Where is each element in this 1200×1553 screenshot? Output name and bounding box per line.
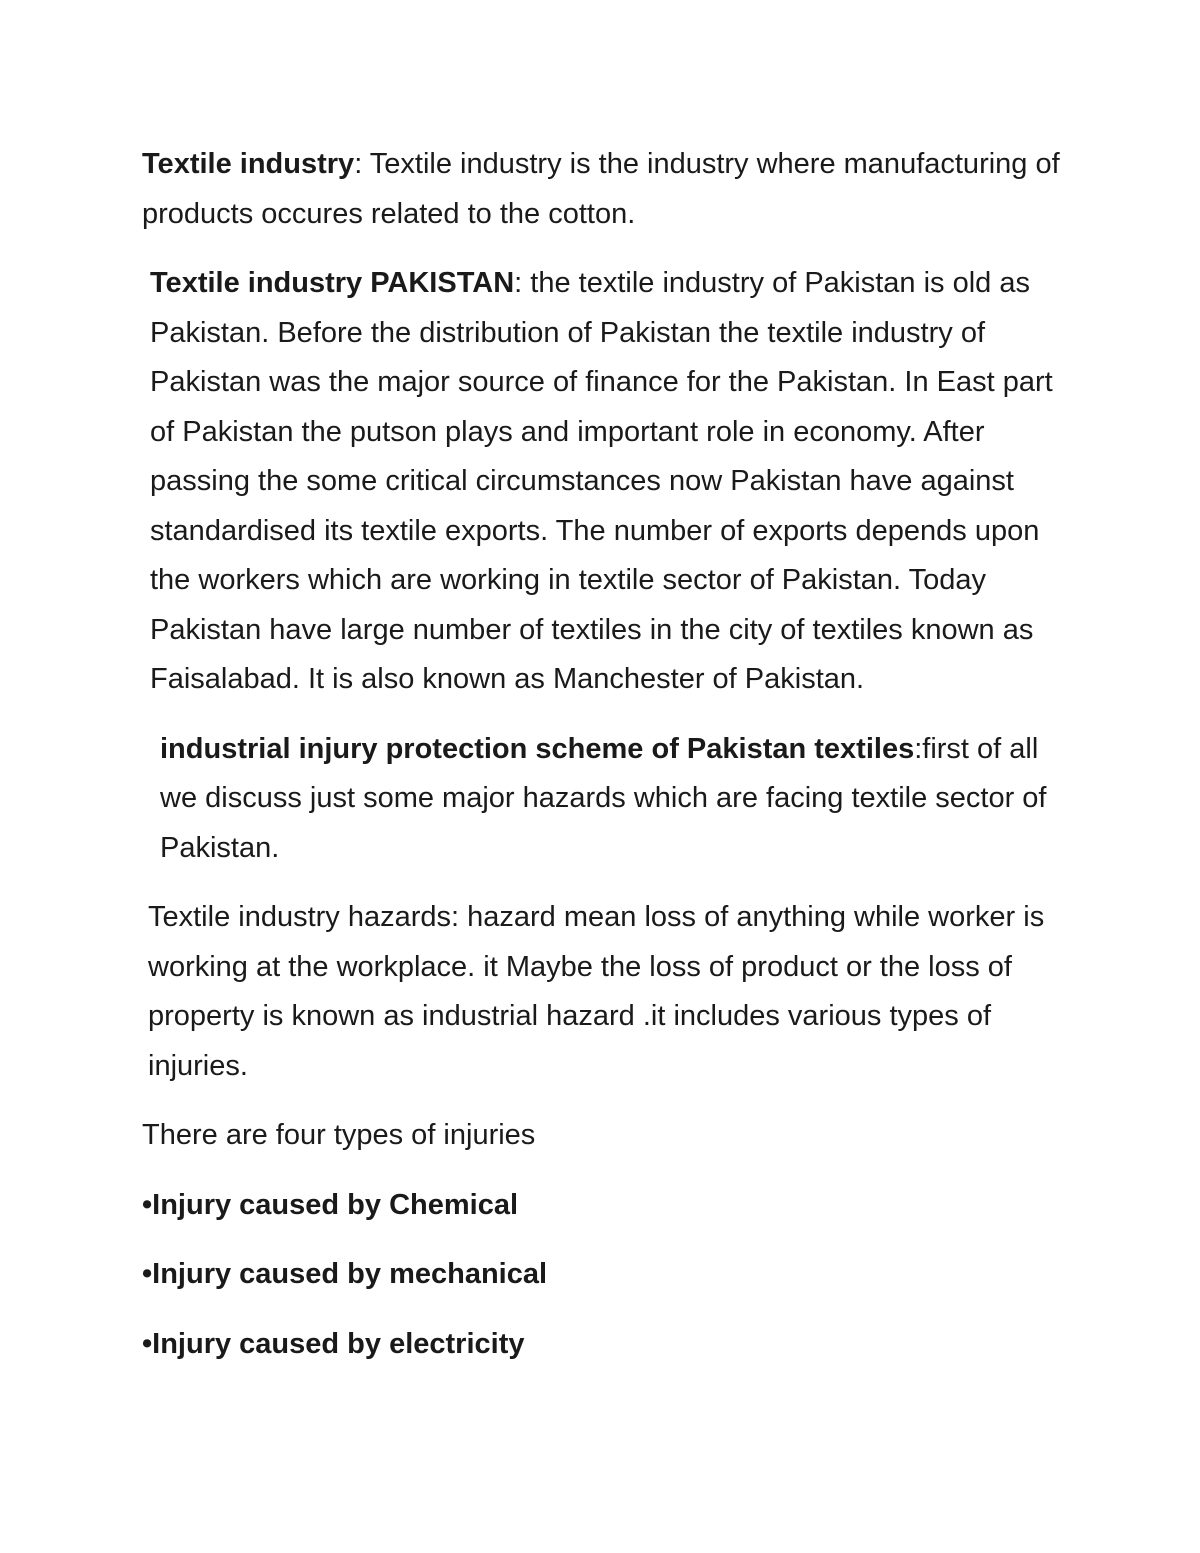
heading-separator: : <box>914 732 923 765</box>
paragraph-textile-industry <box>142 140 1082 239</box>
heading-separator: : <box>354 148 370 180</box>
paragraph-body: the textile industry of Pakistan is old as Pakistan. Before the distribution of Pakistan the textile industry of Pakistan was the major source of finance for the Pakistan. In East part of Pakistan the putson plays and important role in economy. After passing the some critical circumstances now Pakistan have against standardised its textile exports. The number of exports depends upon the workers which are working in textile sector of Pakistan. Today Pakistan have large number of textiles in the city of textiles known as Faisalabad. It is also known as Manchester of Pakistan. <box>150 267 1053 695</box>
bullet-text: Injury caused by electricity <box>152 1327 525 1360</box>
bullet-text: Injury caused by mechanical <box>152 1258 548 1290</box>
paragraph-injury-protection-scheme <box>142 725 1082 874</box>
paragraph-textile-industry-hazards <box>142 893 1082 1091</box>
list-item <box>142 1250 1082 1300</box>
bullet-text: Injury caused by Chemical <box>152 1188 519 1221</box>
bullet-marker: • <box>142 1258 153 1290</box>
paragraph-body: Textile industry is the industry where manufacturing of products occures related to the cotton. <box>142 148 1060 230</box>
heading-textile-industry-pakistan: Textile industry PAKISTAN <box>150 267 515 299</box>
paragraph-textile-industry-pakistan <box>142 259 1082 705</box>
heading-separator: : <box>514 267 531 299</box>
list-item <box>142 1320 1082 1370</box>
bullet-marker: • <box>142 1188 153 1221</box>
heading-injury-protection-scheme: industrial injury protection scheme of Pakistan textiles <box>160 732 915 765</box>
paragraph-body: first of all we discuss just some major hazards which are facing textile sector of Pakistan. <box>160 732 1047 864</box>
paragraph-body: Textile industry hazards: hazard mean loss of anything while worker is working at the workplace. it Maybe the loss of product or the loss of property is known as industrial hazard .it includes various types of injuries. <box>148 901 1045 1082</box>
paragraph-injury-types-intro <box>142 1111 1082 1161</box>
heading-textile-industry: Textile industry <box>142 148 355 180</box>
bullet-marker: • <box>142 1327 153 1360</box>
list-item <box>142 1181 1082 1231</box>
paragraph-body: There are four types of injuries <box>142 1119 536 1151</box>
document-page <box>142 140 1082 1389</box>
